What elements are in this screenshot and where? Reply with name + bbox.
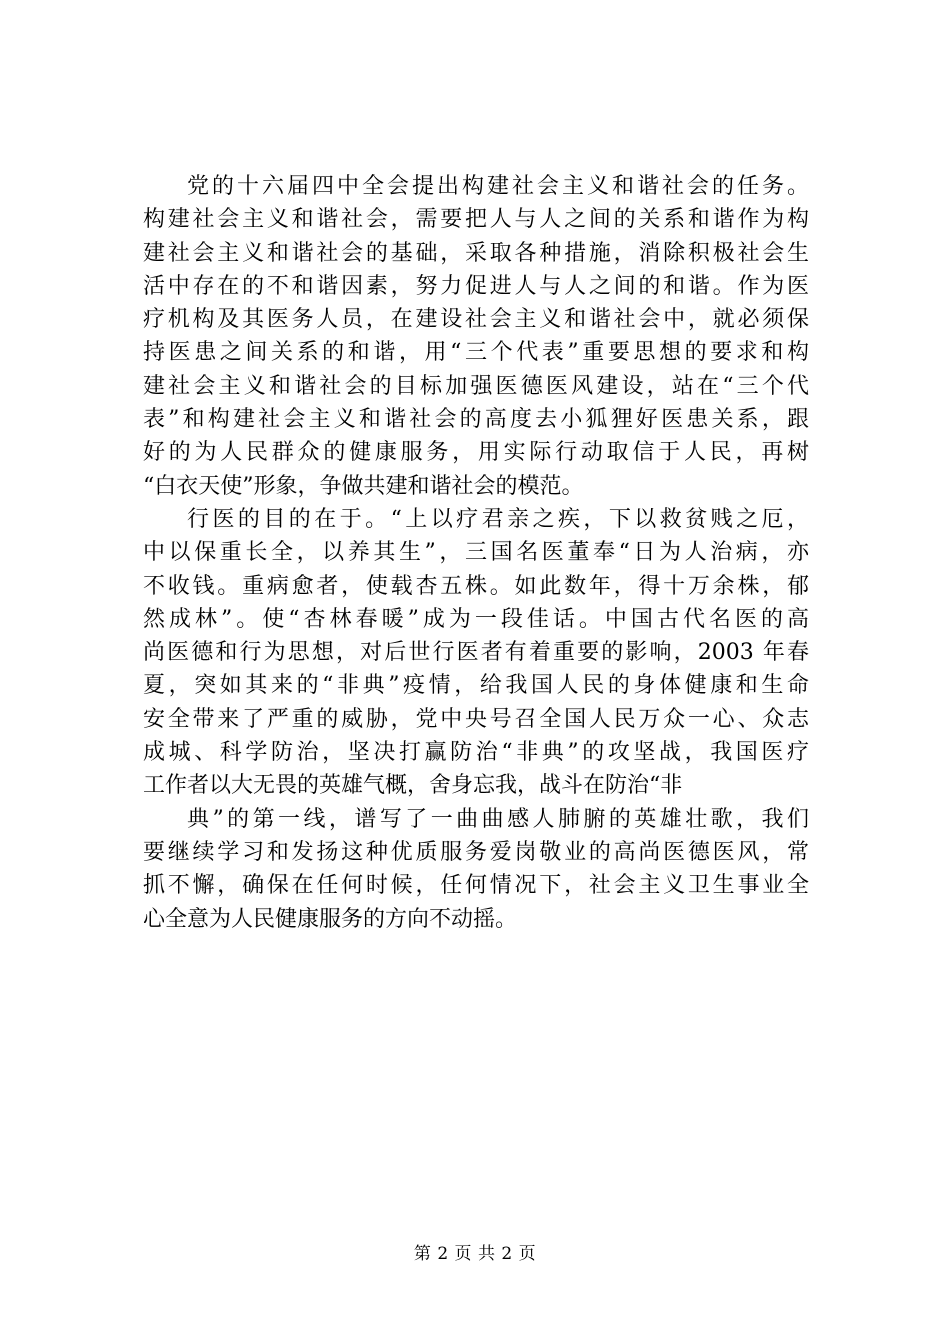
- page-number-footer: 第 2 页 共 2 页: [413, 1244, 537, 1264]
- text-line: 工作者以大无畏的英雄气概，舍身忘我，战斗在防治“非: [143, 773, 683, 799]
- paragraph-3: [143, 803, 809, 936]
- text-line: 抓不懈，确保在任何时候，任何情况下，社会主义卫生事业全: [143, 873, 809, 899]
- text-line: “白衣天使”形象，争做共建和谐社会的模范。: [143, 473, 584, 499]
- text-line: 建社会主义和谐社会的基础，采取各种措施，消除积极社会生: [143, 240, 809, 266]
- text-line: 要继续学习和发扬这种优质服务爱岗敬业的高尚医德医风，常: [143, 839, 809, 865]
- text-line: 尚医德和行为思想，对后世行医者有着重要的影响，2003 年春: [143, 640, 809, 666]
- text-line: 持医患之间关系的和谐，用“三个代表”重要思想的要求和构: [143, 340, 809, 366]
- text-line: 行医的目的在于。“上以疗君亲之疾，下以救贫贱之厄，: [187, 506, 809, 532]
- text-line: 疗机构及其医务人员，在建设社会主义和谐社会中，就必须保: [143, 307, 809, 333]
- text-line: 典”的第一线，谱写了一曲曲感人肺腑的英雄壮歌，我们: [187, 806, 809, 832]
- text-line: 安全带来了严重的威胁，党中央号召全国人民万众一心、众志: [143, 706, 809, 732]
- text-line: 活中存在的不和谐因素，努力促进人与人之间的和谐。作为医: [143, 273, 809, 299]
- paragraph-1: [143, 170, 809, 503]
- text-line: 中以保重长全，以养其生”，三国名医董奉“日为人治病，亦: [143, 540, 809, 566]
- text-line: 党的十六届四中全会提出构建社会主义和谐社会的任务。: [187, 174, 809, 199]
- text-line: 然成林”。使“杏林春暖”成为一段佳话。中国古代名医的高: [143, 606, 809, 632]
- text-line: 夏，突如其来的“非典”疫情，给我国人民的身体健康和生命: [143, 673, 809, 699]
- text-line: 好的为人民群众的健康服务，用实际行动取信于人民，再树: [143, 440, 809, 466]
- text-line: 构建社会主义和谐社会，需要把人与人之间的关系和谐作为构: [143, 207, 809, 233]
- paragraph-2: [143, 503, 809, 803]
- text-line: 不收钱。重病愈者，使载杏五株。如此数年，得十万余株，郁: [143, 573, 809, 599]
- document-body: [143, 170, 809, 936]
- text-line: 建社会主义和谐社会的目标加强医德医风建设，站在“三个代: [143, 373, 809, 399]
- text-line: 成城、科学防治，坚决打赢防治“非典”的攻坚战，我国医疗: [143, 740, 809, 766]
- text-line: 心全意为人民健康服务的方向不动摇。: [143, 906, 518, 932]
- text-line: 表”和构建社会主义和谐社会的高度去小狐狸好医患关系，跟: [143, 407, 809, 433]
